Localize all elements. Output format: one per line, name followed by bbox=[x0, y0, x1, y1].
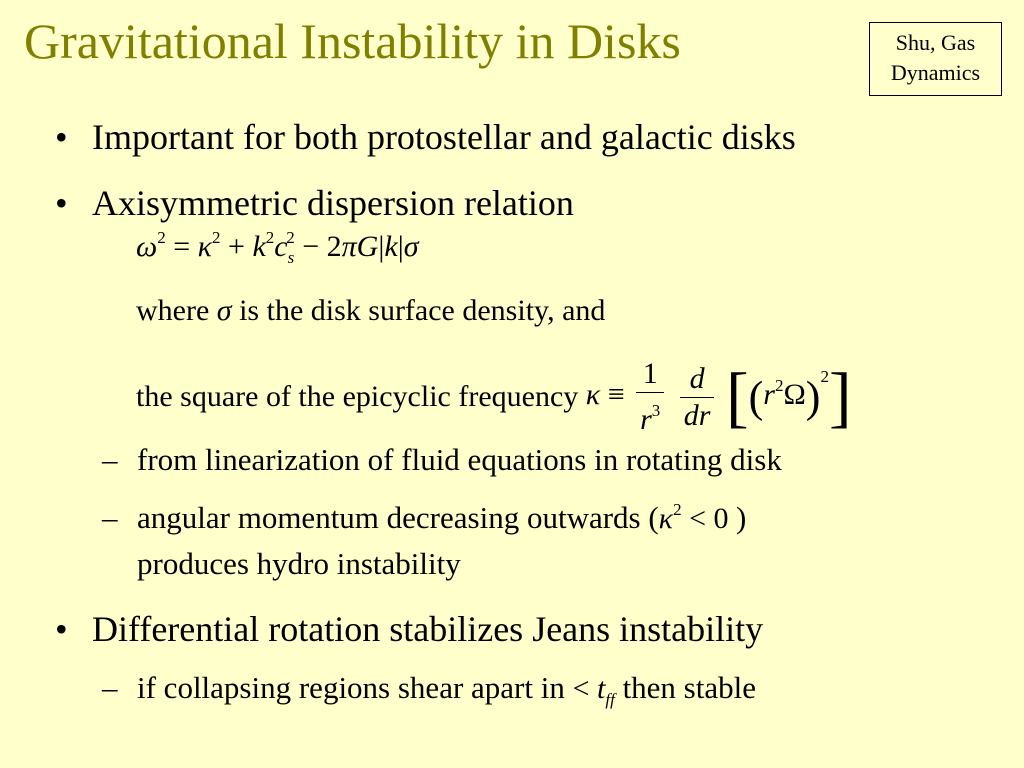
reference-line-1: Shu, Gas bbox=[895, 30, 976, 55]
bullet-marker: • bbox=[55, 183, 68, 223]
sub-text bbox=[137, 670, 756, 710]
bullet-text: Differential rotation stabilizes Jeans instability bbox=[92, 609, 764, 649]
slide-title: Gravitational Instability in Disks bbox=[24, 13, 681, 69]
bullet-text: Important for both protostellar and galactic disks bbox=[92, 117, 796, 157]
where-prefix: where bbox=[136, 294, 210, 327]
epicyclic-equation: κ ≡ $\frac{1}{r^3}$ $\frac{d}{dr}$ $[(r^2\Omega)^2]$ bbox=[585, 357, 852, 436]
where-sigma-line bbox=[136, 294, 605, 328]
sub-text: produces hydro instability bbox=[137, 546, 461, 581]
sub-text-start: angular momentum decreasing outwards ( bbox=[137, 500, 659, 535]
reference-box bbox=[869, 22, 1002, 96]
epicyclic-line bbox=[136, 356, 852, 438]
sub-marker: – bbox=[102, 442, 118, 477]
sub-marker: – bbox=[102, 670, 118, 705]
dispersion-relation-equation: $\omega^2 = \kappa^2 + k^2c_s^2 - 2\pi G|k|\sigma$ bbox=[136, 228, 419, 267]
kappa-inequality: $\kappa^2 < 0$ bbox=[658, 500, 736, 535]
epicyclic-text: the square of the epicyclic frequency bbox=[136, 380, 579, 413]
bullet-marker: • bbox=[55, 609, 68, 649]
sub-text: angular momentum decreasing outwards ($\kappa^2 < 0$ ) bbox=[137, 500, 747, 535]
sub-text-end: then stable bbox=[622, 670, 756, 705]
reference-line-2: Dynamics bbox=[890, 60, 981, 85]
bullet-text: Axisymmetric dispersion relation bbox=[92, 183, 574, 223]
sub-text-start: if collapsing regions shear apart in bbox=[137, 670, 565, 705]
sub-text: from linearization of fluid equations in rotating disk bbox=[137, 442, 782, 477]
sigma-symbol: σ bbox=[216, 294, 232, 327]
free-fall-time: < $t_{ff}$ bbox=[572, 672, 615, 709]
sub-marker: – bbox=[102, 500, 118, 535]
bullet-marker: • bbox=[55, 117, 68, 157]
where-suffix: is the disk surface density, and bbox=[239, 294, 606, 327]
